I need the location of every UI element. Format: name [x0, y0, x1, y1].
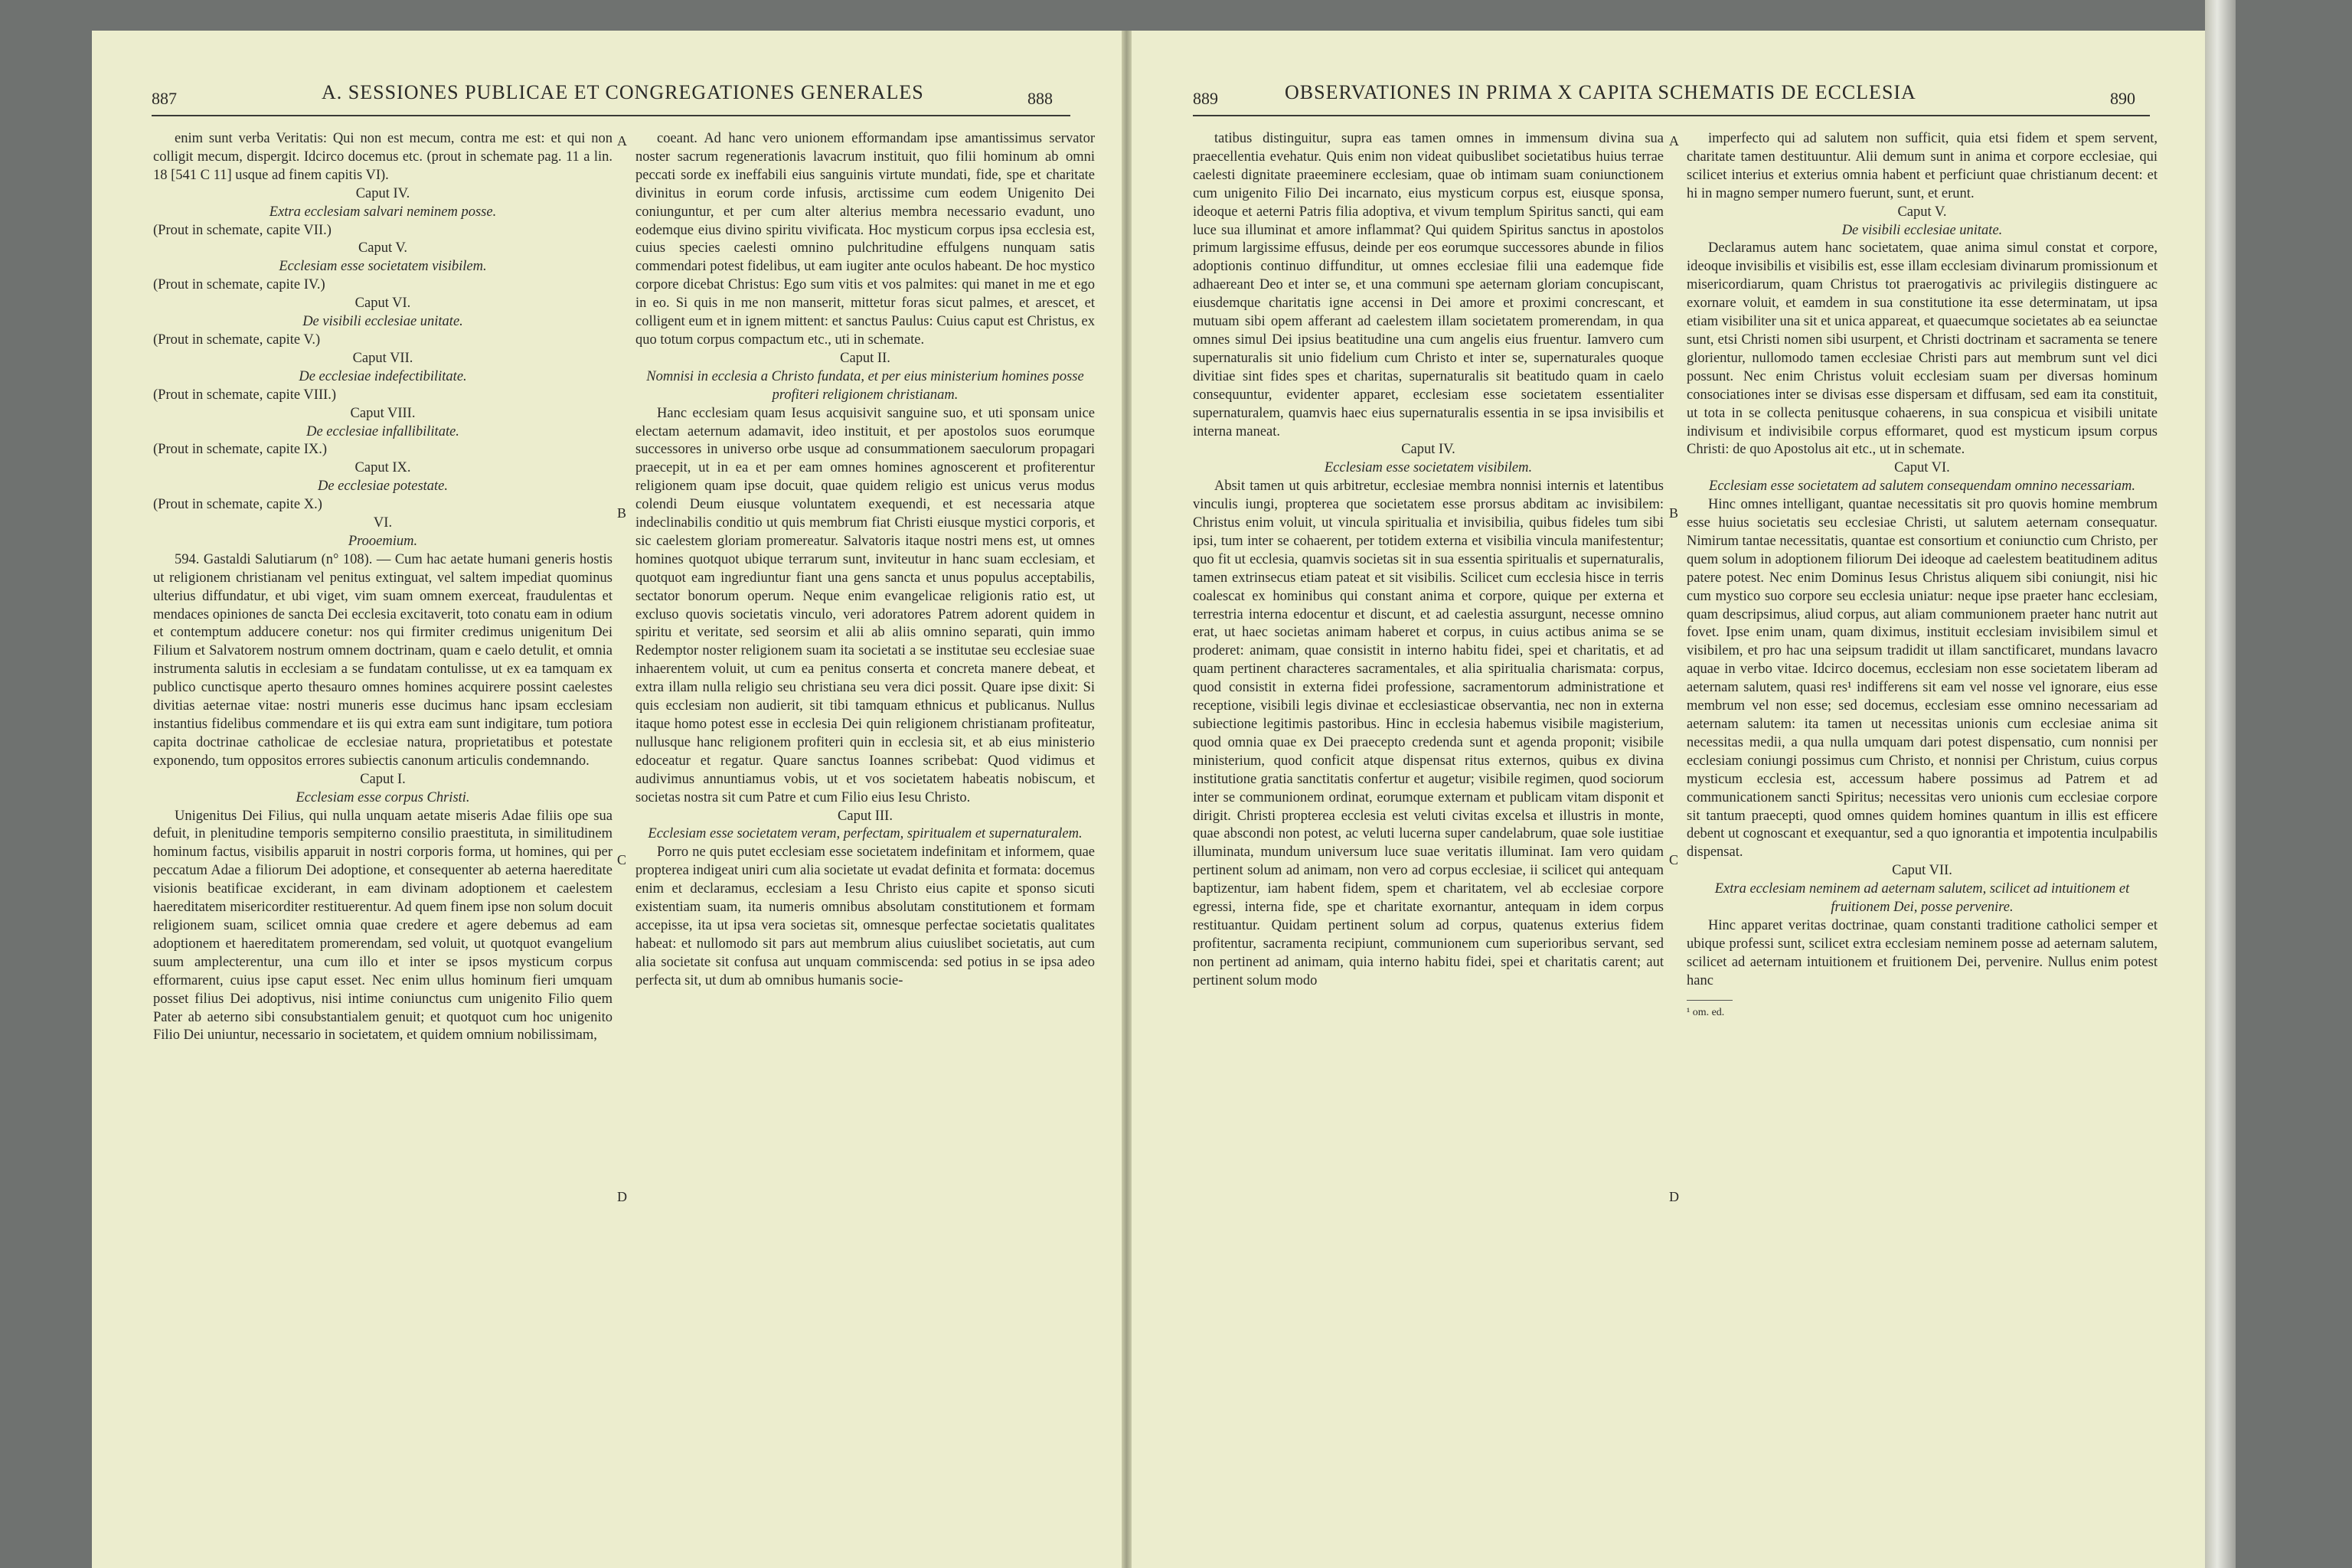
footnote: ¹ om. ed. [1687, 1006, 1725, 1018]
chapter-subtitle: Ecclesiam esse societatem visibilem. [1324, 460, 1533, 476]
chapter-heading: Caput V. [1897, 204, 1947, 220]
header-rule [1193, 115, 2150, 116]
chapter-heading: Caput III. [838, 808, 893, 824]
footnote-rule [1687, 1000, 1733, 1001]
paragraph: Hinc omnes intelligant, quantae necessitatis sit pro quovis homine membrum esse huius societatis seu ecclesiae Christi, ut salutem aeternam consequatur. Nimirum tantae necessitatis, quantae est consortium et coniunctio cum Christo, per quem solum in adoptionem filiorum Dei ideoque ad caelestem beatitudinem aditus patere potest. Nec enim Dominus Iesus Christus aliquem sibi coniungit, nisi hic cum mystico suo corpore seu ecclesia uniatur: neque ipse praeter hanc ecclesiam, quam descripsimus, aliud corpus, aut aliam communionem praeter hanc nutrit aut fovet. Ipse enim unam, quam diximus, instituit ecclesiam invisibilem simul et visibilem, et pro hac una seipsum tradidit ut illam sanctificaret, mundans lavacro aquae in verbo vitae. Idcirco docemus, ecclesiam non esse societatem liberam ad aeternam salutem, quasi res¹ indifferens sit eam vel nosse vel ignorare, eius esse membrum vel non esse; sed docemus, ecclesiam esse omnino necessariam ad aeternam salutem: ita tamen ut necessitas unionis cum ecclesiae anima sit necessitas medii, a qua nulla umquam dari potest dispensatio, cum nonnisi per ecclesiam coniungi possimus cum Christo, et nonnisi per Christum, cuius corpus mysticum ecclesia est, accessum habere possimus ad Patrem et ad communicationem sancti Spiritus; necessitas vero unionis cum ecclesiae corpore sit tantum praecepti, quod omnes quidem homines quantum in illis est efficere debent ut cognoscant et exequantur, sed a quo ignorantia et impotentia inculpabilis dispensat. [1687, 497, 2158, 861]
paragraph: Porro ne quis putet ecclesiam esse societatem indefinitam et informem, quae propterea indigeat uniri cum alia societate ut evadat definita et formata: docemus enim et declaramus, ecclesiam a Iesu Christo eius capite et sponso sicuti existentiam suam, ita numeris omnibus absolutam constitutionem et formam accepisse, ita ut ipsa vera societas sit, omnesque perfectae societatis qualitates habeat: et nullomodo sit pars aut membrum alius cuiuslibet societatis, aut cum alia societate sit confusa aut unquam commiscenda: sed potius in se ipsa adeo perfecta sit, ut dum ab omnibus humanis socie- [635, 844, 1095, 988]
paragraph: 594. Gastaldi Salutiarum (n° 108). — Cum hac aetate humani generis hostis ut religionem christianam vel penitus extinguat, vel saltem impediat quominus ulterius diffundatur, et ubi viget, vim suam omnem exerceat, fraudulentas et mendaces opiniones de sancta Dei ecclesia excitaverit, toto conatu eam in odium et contemptum adducere conetur: nos qui firmiter credimus unigenitum Dei Filium et Salvatorem nostrum omnem doctrinam, quam e caelo detulit, et omnia instrumenta salutis in ecclesiam a se fundatam contulisse, ut ex ea tamquam ex publico cunctisque aperto thesauro omnes homines acquirere possint caelestes divitias aeternae vitae: nostri muneris esse ducimus hanc ipsam ecclesiam instantius fidelibus commendare et iis qui extra eam sunt indigitare, tum potiora capita doctrinae catholicae de ecclesiae natura, proprietatibus et potestate exponendo, tum oppositos errores subiectis canonum articulis condemnando. [153, 551, 612, 769]
chapter-heading: Caput II. [840, 350, 890, 366]
margin-letter-a: A [1669, 133, 1679, 149]
header-rule [152, 115, 1070, 116]
margin-letter-d: D [1669, 1189, 1679, 1204]
page-number-887: 887 [152, 89, 177, 108]
page-number-889: 889 [1193, 89, 1218, 108]
chapter-heading: Caput V. [358, 240, 408, 256]
paragraph: coeant. Ad hanc vero unionem efformandam ipse amantissimus servator noster sacrum regenerationis lavacrum instituit, quo filii hominum ab omni peccati sorde ex ineffabili eius sanguinis virtute mundati, fide, spe et charitate divinitus in eorum corde infusis, arctissime cum eodem Unigenito Dei coniunguntur, et per cum alter alterius membra necessario evadunt, uno eodemque eius divino spiritu vivificata. Hoc mysticum corpus ipsa ecclesia est, cuius species caelesti omnino pulchritudine effulgens nunquam satis commendari potest fidelibus, ut eam iugiter ante oculos habeant. De hoc mystico corpore dicebat Christus: Ego sum vitis et vos palmites: qui manet in me et ego in eo. Si quis in me non manserit, mittetur foras sicut palmes, et arescet, et colligent eum et in ignem mittent: et sanctus Paulus: Cuius caput est Christus, ex quo totum corpus compactum etc., uti in schemate. [635, 131, 1095, 348]
chapter-heading: VI. [373, 515, 393, 531]
right-running-header: OBSERVATIONES IN PRIMA X CAPITA SCHEMATIS DE ECCLESIA [1285, 81, 1916, 103]
chapter-heading: Caput IV. [355, 185, 410, 201]
schema-reference: (Prout in schemate, capite VII.) [153, 222, 332, 238]
chapter-subtitle: Extra ecclesiam salvari neminem posse. [269, 204, 497, 220]
left-running-header: A. SESSIONES PUBLICAE ET CONGREGATIONES GENERALES [322, 81, 924, 103]
chapter-subtitle: Prooemium. [348, 533, 418, 549]
right-column-1 [1193, 130, 1664, 991]
chapter-heading: Caput VII. [1892, 863, 1952, 879]
chapter-subtitle: De visibili ecclesiae unitate. [1841, 222, 2003, 238]
schema-reference: (Prout in schemate, capite IV.) [153, 277, 325, 293]
left-column-1 [153, 130, 612, 1045]
chapter-heading: Caput VII. [352, 350, 413, 366]
right-column-2 [1687, 130, 2158, 1022]
chapter-heading: Caput IX. [354, 460, 411, 476]
chapter-subtitle: De visibili ecclesiae unitate. [302, 314, 463, 330]
margin-letter-c: C [1669, 852, 1679, 867]
chapter-subtitle: Ecclesiam esse corpus Christi. [296, 789, 470, 805]
margin-letter-b: B [617, 505, 627, 521]
paragraph: Declaramus autem hanc societatem, quae anima simul constat et corpore, ideoque invisibilis et visibilis est, esse illam ecclesiam divinarum promissionum et misericordiarum, quam Christus tot praerogativis ac privilegiis distinguere ac exornare voluit, et eamdem in sua constitutione ita esse determinatam, ut ipsa etiam visibiliter una sit et unica appareat, et quaecumque societates ab ea seiunctae sunt, etsi Christi nomen sibi usurpent, et Christi doctrinam et sacramenta se tenere glorientur, nullomodo tamen ecclesiae Christi pars aut membrum sunt vel dici possunt. Nec enim Christus voluit ecclesiam suam per diversas hominum consociationes inter se divisas esse dispersam et diffusam, sed eam ita constituit, ut tota in se collecta penitusque cohaerens, in sua conspicua et visibili unitate indivisum et indivisibile corpus efformaret, quod est mysticum ipsum corpus Christi: de quo Apostolus ait etc., ut in schemate. [1687, 240, 2158, 458]
schema-reference: (Prout in schemate, capite IX.) [153, 442, 328, 458]
schema-reference: (Prout in schemate, capite X.) [153, 497, 322, 513]
page-number-888: 888 [1027, 89, 1053, 108]
book-gutter [1122, 31, 1132, 1568]
chapter-heading: Caput VI. [1894, 460, 1950, 476]
paragraph: enim sunt verba Veritatis: Qui non est mecum, contra me est: et qui non colligit mecum, dispergit. Idcirco docemus etc. (prout in schemate pag. 11 a lin. 18 [541 C 11] usque ad finem capitis VI). [153, 131, 612, 183]
chapter-heading: Caput VIII. [350, 405, 416, 421]
paragraph: Hanc ecclesiam quam Iesus acquisivit sanguine suo, et uti sponsam unice electam aeternum adamavit, ideo instituit, et per apostolos suos eorumque successores in universo orbe usque ad consummationem saeculorum propagari praecepit, ut in ea et per eam omnes homines agnoscerent et profiterentur religionem quam ipse docuit, quae quidem religio est unicus verus modus colendi Deum eiusque voluntatem exequendi, et est necessaria atque indeclinabilis conditio ut quis membrum fiat Christi eiusque mystici corporis, et sic caelestem gloriam promereatur. Salvatoris itaque nostri mens est, ut omnes homines quotquot ubique terrarum sunt, inviteutur in hanc suam ecclesiam, et quotquot eam ingrediuntur fiant una gens sancta et unus populus acceptabilis, sectator bonorum operum. Neque enim evangelicae religionis ratio est, ut excluso quovis societatis vinculo, veri adoratores Patrem adorent quidem in spiritu et veritate, sed seorsim et alii ab aliis omnino separati, quin immo Redemptor noster religionem suam ita societati a se institutae seu ecclesiae suae inhaerentem voluit, ut cum ea penitus conserta et concreta manere debeat, et extra illam nulla religio seu christiana seu vera dici possit. Quare ipse dixit: Si quis ecclesiam non audierit, sit tibi tamquam ethnicus et publicanus. Nullus itaque homo potest esse in ecclesia Dei quin religionem christianam profiteatur, nullusque hanc religionem profiteri quin in ecclesia sit, et ab eius ministerio edoceatur et regatur. Quare sanctus Ioannes scribebat: Quod vidimus et audivimus annuntiamus vobis, ut et vos societatem habeatis nobiscum, et societas nostra sit cum Patre et cum Filio eius Iesu Christo. [635, 405, 1095, 805]
page-number-890: 890 [2110, 89, 2135, 108]
margin-letter-d: D [617, 1189, 627, 1204]
paragraph: Unigenitus Dei Filius, qui nulla unquam aetate miseris Adae filiis ope sua defuit, in plenitudine temporis sempiterno consilio praestituta, in similitudinem hominum factus, visibilis apparuit in nostri corporis forma, ut homines, qui per peccatum Adae a filiorum Dei adoptione, et consequenter ab aeterna haereditate visionis beatificae exciderant, in eam divinam adoptionem et caelestem haereditatem misericorditer restituerentur. Ad quem finem ipse non solum docuit religionem suam, scilicet omnia quae credere et agere debemus ad eam adoptionem et haereditatem promerendam, sed voluit, ut quotquot evangelium suum amplecterentur, una cum illo et inter se ipsos mysticum corpus efformarent, cuius ipse caput esset. Nec enim ullus hominum fieri umquam posset filius Dei adoptivus, nisi intime coniunctus cum unigenito Filio quem Pater ab aeterno sibi consubstantialem genuit; et quotquot cum hoc unigenito Filio Dei uniuntur, necessario in societatem, et quidem omnium nobilissimam, [153, 808, 612, 1044]
paragraph: imperfecto qui ad salutem non sufficit, quia etsi fidem et spem servent, charitate tamen destituuntur. Alii demum sunt in anima et corpore ecclesiae, qui scilicet interius et exterius omnia habent et perficiunt quae christianum decent: et hi in magno semper numero fuerunt, sunt, et erunt. [1687, 131, 2158, 201]
margin-letter-c: C [617, 852, 627, 867]
chapter-subtitle: Extra ecclesiam neminem ad aeternam salutem, scilicet ad intuitionem et fruitionem Dei, posse pervenire. [1714, 881, 2130, 916]
chapter-subtitle: Ecclesiam esse societatem visibilem. [279, 259, 487, 275]
book-spread [92, 31, 2205, 1568]
chapter-subtitle: De ecclesiae infallibilitate. [306, 423, 459, 439]
page-edges [2205, 0, 2236, 1568]
right-page [1132, 31, 2205, 1568]
paragraph: Absit tamen ut quis arbitretur, ecclesiae membra nonnisi internis et latentibus vinculis iungi, propterea que societatem esse prorsus abditam ac invisibilem: Christus enim voluit, ut vincula spiritualia et invisibilia, quibus fideles tum sibi ipsi, tum inter se cohaerent, per totidem externa et visibilia vincula manifestentur; quo fit ut ecclesia, quamvis societas sit in sua essentia spiritualis et supernaturalis, tamen extrinsecus etiam pateat et sit visibilis. Scilicet cum ecclesia hisce in terris coalescat ex hominibus qui constant anima et corpore, quique per externa et terrestria interna edocentur et discunt, et ad caelestia assurgunt, necesse omnino erat, ut haec societas animam haberet et corpus, in cuius actibus anima se se proderet: animam, quae consistit in interno habitu fidei, spei et charitatis, et ad quam pertinent characteres sacramentales, et alia spiritualia charismata: corpus, quod consistit in externa fidei professione, sacramentorum administratione et receptione, visibili legis divinae et ecclesiasticae observantia, nec non in externa subiectione legitimis pastoribus. Hinc in ecclesia habemus visibile magisterium, quod omnia quae ex Dei praecepto credenda sunt et agenda proponit; visibile ministerium, quod conficit atque dispensat ritus externos, quibus ex divina institutione gratia sanctitatis confertur et augetur; visibile regimen, quod sociorum inter se communionem ordinat, eorumque externam et publicam vitam disponit et dirigit. Christi propterea ecclesia est veluti civitas excelsa et illustris in monte, quae abscondi non potest, ac veluti lucerna super candelabrum, quae sole iustitiae illuminata, mundum universum luce suae veritatis illuminat. Iam vero quidam pertinent solum ad animam, non vero ad corpus ecclesiae, ii scilicet qui antequam baptizentur, iam habent fidem, spem et charitatem, vel ab ecclesiae corpore egressi, interna fide, spe et charitate exornantur, antequam in idem corpus restituantur. Quidam pertinent solum ad corpus, quatenus exterius fidem profitentur, sacramenta recipiunt, communionem cum superioribus servant, sed non pertinent ad animam, quia interno habitu fidei, spei et charitatis carent; aut pertinent solum modo [1193, 479, 1664, 988]
margin-letter-a: A [617, 133, 627, 149]
chapter-heading: Caput I. [360, 771, 406, 787]
chapter-subtitle: Ecclesiam esse societatem veram, perfectam, spiritualem et supernaturalem. [648, 826, 1083, 842]
chapter-heading: Caput IV. [1401, 442, 1455, 458]
chapter-subtitle: De ecclesiae potestate. [317, 479, 449, 495]
margin-letter-b: B [1669, 505, 1679, 521]
paragraph: tatibus distinguitur, supra eas tamen omnes in immensum divina sua praecellentia evehatur. Quis enim non videat quibuslibet societatibus huius terrae caelesti dignitate praeeminere ecclesiam, quae ob intimam suam coniunctionem cum unigenito Filio Dei incarnato, eius mysticum corpus est, eiusque sponsa, ideoque et aeterni Patris filia adoptiva, et vivum templum Spiritus sancti, qui eam luce sua illuminat et amore inflammat? Qui quidem Spiritus sanctus in apostolos primum largissime effusus, deinde per eos eorumque successores abunde in filios adoptionis continuo diffunditur, ut omnes ecclesiae filii una eademque fide adhaereant Deo et inter se, et una communi spe aeternam gloriam concupiscant, eiusdemque charitatis igne accensi in Dei amore et proximi concrescant, et mutuam sibi opem afferant ad caelestem illam societatem promerendam, in qua omnes simul Dei ipsius beatitudine una cum angelis eius fruentur. Iamvero cum supernaturalis sit unio fidelium cum Christo et inter se, supernaturales quoque divitiae sint fides spes et charitas, supernaturalis sit beatitudo quam in caelo consequuntur, evidenter apparet, ecclesiam esse societatem essentialiter supernaturalem, quamvis haec eius supernaturalis essentia in se ipsa invisibilis et interna maneat. [1193, 131, 1664, 439]
schema-reference: (Prout in schemate, capite VIII.) [153, 387, 337, 403]
schema-reference: (Prout in schemate, capite V.) [153, 332, 321, 348]
chapter-subtitle: Ecclesiam esse societatem ad salutem consequendam omnino necessariam. [1709, 479, 2135, 495]
left-column-2 [635, 130, 1095, 991]
left-page [92, 31, 1122, 1568]
chapter-subtitle: De ecclesiae indefectibilitate. [299, 368, 467, 384]
chapter-heading: Caput VI. [354, 296, 411, 312]
paragraph: Hinc apparet veritas doctrinae, quam constanti traditione catholici semper et ubique professi sunt, scilicet extra ecclesiam neminem posse ad aeternam salutem, scilicet ad aeternam intuitionem et fruitionem Dei, pervenire. Nullus enim potest hanc [1687, 917, 2158, 988]
chapter-subtitle: Nomnisi in ecclesia a Christo fundata, et per eius ministerium homines posse profiteri religionem christianam. [646, 368, 1084, 403]
